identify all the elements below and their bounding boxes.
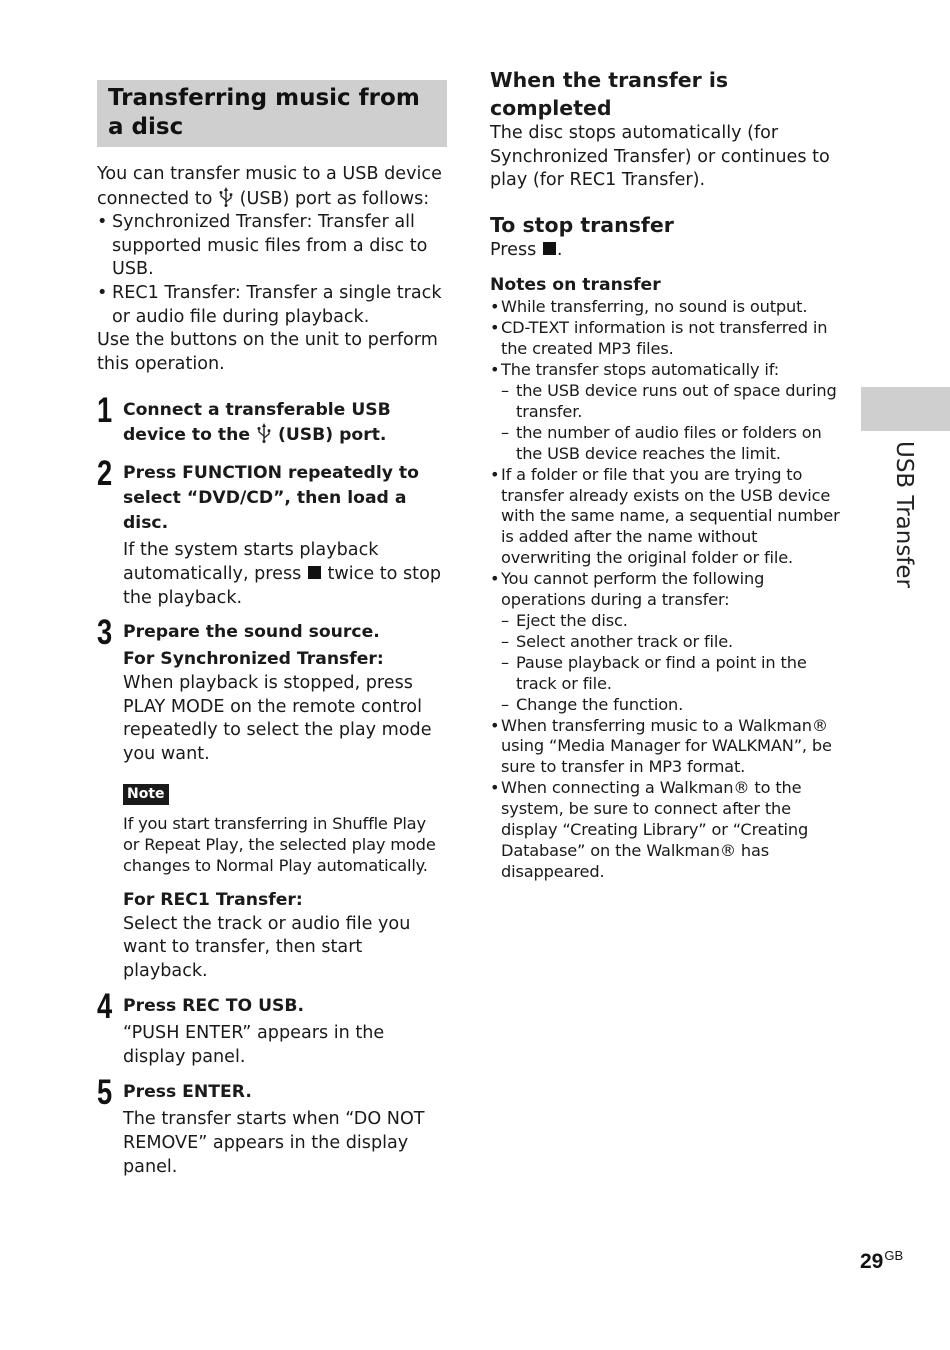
bullet-mark: • [490, 715, 500, 735]
sub-item [490, 423, 842, 465]
stop-text-a: Press [490, 239, 537, 260]
step-body: The transfer starts when “DO NOT REMOVE” appears in the display panel. [123, 1109, 425, 1177]
intro-text-a: You can transfer music to a USB device connected to [97, 164, 442, 209]
bullet-mark: • [490, 360, 500, 380]
bullet-mark: • [490, 318, 500, 338]
sub-item-text: Eject the disc. [516, 610, 628, 630]
notes-list [490, 297, 842, 882]
sub-item-text: the number of audio files or folders on the USB device reaches the limit. [516, 422, 822, 463]
note-text: If you start transferring in Shuffle Play or Repeat Play, the selected play mode changes to Normal Play automatically. [123, 813, 436, 875]
note-item-text: When transferring music to a Walkman® using “Media Manager for WALKMAN”, be sure to transfer in MP3 format. [501, 715, 832, 777]
step-number: 5 [97, 1073, 113, 1113]
stop-text [490, 239, 842, 263]
sub-item-text: the USB device runs out of space during transfer. [516, 381, 837, 421]
bullet-item [97, 282, 447, 329]
step-body [123, 539, 447, 610]
note-item [490, 716, 842, 779]
note-item-text: If a folder or file that you are trying to transfer already exists on the USB device with the same name, a sequential number is added after the name without overwriting the original folder or file. [501, 464, 840, 568]
sub-item-text: Pause playback or find a point in the track or file. [516, 652, 807, 693]
left-column [97, 80, 447, 1179]
step-body-b: twice to stop the playback. [123, 563, 442, 608]
section-title: Transferring music from a disc [97, 80, 447, 147]
step-heading: Press FUNCTION repeatedly to select “DVD/CD”, then load a disc. [123, 463, 419, 534]
bullet-mark: • [97, 212, 108, 233]
note-item [490, 297, 842, 318]
sub-item [490, 632, 842, 653]
note-item [490, 360, 842, 381]
dash-mark: – [501, 652, 509, 672]
stop-icon [308, 566, 321, 579]
sub-item [490, 611, 842, 632]
note-item [490, 465, 842, 570]
intro-text-b: (USB) port as follows: [239, 188, 430, 209]
step-body-a: If the system starts playback automatically, press [123, 540, 379, 584]
sub-body: When playback is stopped, press PLAY MODE on the remote control repeatedly to select the play mode you want. [123, 673, 432, 764]
intro-after: Use the buttons on the unit to perform this operation. [97, 330, 438, 374]
note-item [490, 778, 842, 883]
bullet-item [97, 211, 447, 282]
dash-mark: – [501, 610, 509, 630]
sub-item [490, 695, 842, 716]
side-tab [861, 387, 950, 431]
bullet-mark: • [490, 464, 500, 484]
sub-body: Select the track or audio file you want to transfer, then start playback. [123, 913, 411, 981]
step-number: 2 [97, 454, 113, 494]
completed-text: The disc stops automatically (for Synchronized Transfer) or continues to play (for REC1 Transfer). [490, 123, 830, 191]
step-body: “PUSH ENTER” appears in the display panel. [123, 1023, 385, 1067]
note-item [490, 318, 842, 360]
dash-mark: – [501, 422, 509, 442]
sub-item [490, 653, 842, 695]
note-item-text: When connecting a Walkman® to the system, be sure to connect after the display “Creating Library” or “Creating Database” on the Walkman® has disappeared. [501, 778, 809, 881]
step-heading [123, 398, 447, 448]
side-tab-label: USB Transfer [891, 441, 917, 589]
note-item-text: While transferring, no sound is output. [501, 297, 808, 317]
bullet-mark: • [490, 297, 500, 317]
notes-heading: Notes on transfer [490, 275, 661, 296]
bullet-mark: • [490, 569, 500, 589]
sub-item-text: Select another track or file. [516, 631, 734, 651]
note-item-text: You cannot perform the following operations during a transfer: [501, 569, 765, 610]
note-item [490, 569, 842, 611]
step-heading: Press ENTER. [123, 1082, 252, 1103]
step-heading-a: Connect a transferable USB device to the [123, 400, 391, 446]
bullet-text: REC1 Transfer: Transfer a single track or audio file during playback. [112, 282, 442, 327]
sub-heading: For Synchronized Transfer: [123, 649, 384, 670]
step-1 [97, 391, 447, 448]
step-number: 1 [97, 391, 113, 431]
step-heading: Prepare the sound source. [123, 622, 380, 643]
step-number: 4 [97, 987, 113, 1027]
intro-text [97, 163, 447, 211]
page-number-value: 29 [860, 1250, 884, 1273]
step-3 [97, 613, 447, 983]
note-item-text: The transfer stops automatically if: [501, 360, 780, 380]
step-heading-b: (USB) port. [277, 425, 387, 446]
note-item-text: CD-TEXT information is not transferred in the created MP3 files. [501, 318, 828, 359]
usb-icon [219, 187, 233, 207]
bullet-mark: • [97, 282, 108, 303]
step-number: 3 [97, 613, 113, 653]
bullet-text: Synchronized Transfer: Transfer all supported music files from a disc to USB. [112, 212, 428, 280]
intro [97, 163, 447, 376]
usb-icon [257, 423, 271, 443]
stop-heading: To stop transfer [490, 212, 674, 237]
step-2 [97, 454, 447, 610]
dash-mark: – [501, 694, 509, 714]
bullet-mark: • [490, 778, 500, 798]
dash-mark: – [501, 381, 509, 400]
right-column [490, 66, 842, 883]
stop-icon [543, 242, 556, 255]
step-5 [97, 1073, 447, 1179]
page-number [860, 1248, 903, 1274]
sub-item-text: Change the function. [516, 694, 684, 714]
completed-heading: When the transfer is completed [490, 68, 729, 120]
note-badge: Note [123, 784, 169, 805]
dash-mark: – [501, 631, 509, 651]
sub-item [490, 381, 842, 423]
page-suffix: GB [884, 1248, 904, 1263]
stop-text-b: . [556, 239, 563, 260]
step-heading: Press REC TO USB. [123, 996, 305, 1017]
sub-heading: For REC1 Transfer: [123, 889, 303, 910]
step-4 [97, 987, 447, 1069]
